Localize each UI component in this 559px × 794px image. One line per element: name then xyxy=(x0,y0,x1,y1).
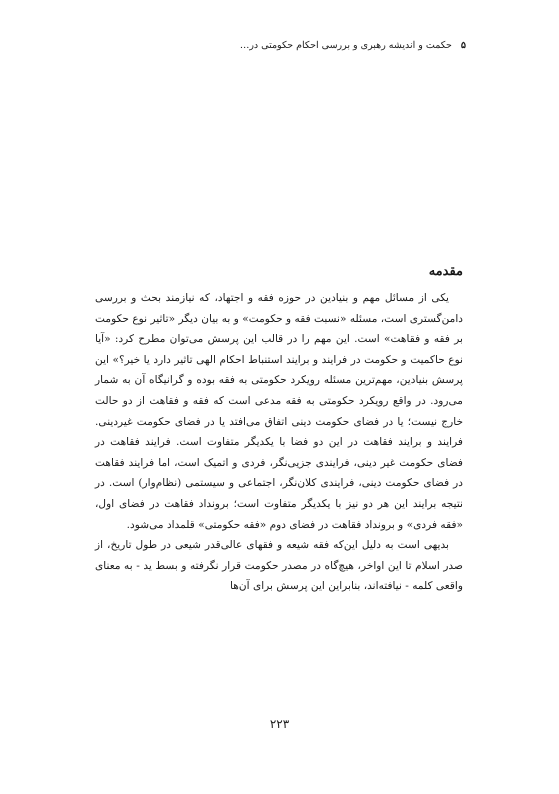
body-text xyxy=(95,288,463,597)
paragraph-2: بدیهی است به دلیل این‌که فقه شیعه و فقهای عالی‌قدر شیعی در طول تاریخ، از صدر اسلام تا این اواخر، هیچ‌گاه در مصدر حکومت قرار نگرفته و بسط ید - به معنای واقعی کلمه - نیافته‌اند، بنابراین این پرسش برای آن‌ها xyxy=(95,539,463,593)
running-header xyxy=(96,40,466,51)
paragraph-1: یکی از مسائل مهم و بنیادین در حوزه فقه و اجتهاد، که نیازمند بحث و بررسی دامن‌گستری است، مسئله «نسبت فقه و حکومت» و به بیان دیگر «تاثیر نوع حکومت بر فقه و فقاهت» است. این مهم را در قالب این پرسش می‌توان مطرح کرد: «آیا نوع حاکمیت و حکومت در فرایند و برایند استنباط احکام الهی تاثیر دارد یا خیر؟» این پرسش بنیادین، مهم‌ترین مسئله رویکرد حکومتی به فقه بوده و گرانیگاه آن به شمار می‌رود. در واقع رویکرد حکومتی به فقه مدعی است که فقه و فقاهت از دو حالت خارج نیست؛ یا در فضای حکومت دینی اتفاق می‌افتد یا در فضای حکومت غیردینی. فرایند و برایند فقاهت در این دو فضا با یکدیگر متفاوت است. فرایند فقاهت در فضای حکومت غیر دینی، فرایندی جزیی‌نگر، فردی و اتمیک است، اما فرایند فقاهت در فضای حکومت دینی، فرایندی کلان‌نگر، اجتماعی و سیستمی (نظام‌وار) است. در نتیجه برایند این هر دو نیز با یکدیگر متفاوت است؛ برونداد فقاهت در فضای اول، «فقه فردی» و برونداد فقاهت در فضای دوم «فقه حکومتی» قلمداد می‌شود. xyxy=(95,292,463,531)
header-page-marker: ۵ xyxy=(460,40,466,51)
section-title: مقدمه xyxy=(428,264,463,279)
running-title: حکمت و اندیشه رهبری و بررسی احکام حکومتی در… xyxy=(239,40,452,51)
page-number: ۲۲۳ xyxy=(269,717,290,731)
